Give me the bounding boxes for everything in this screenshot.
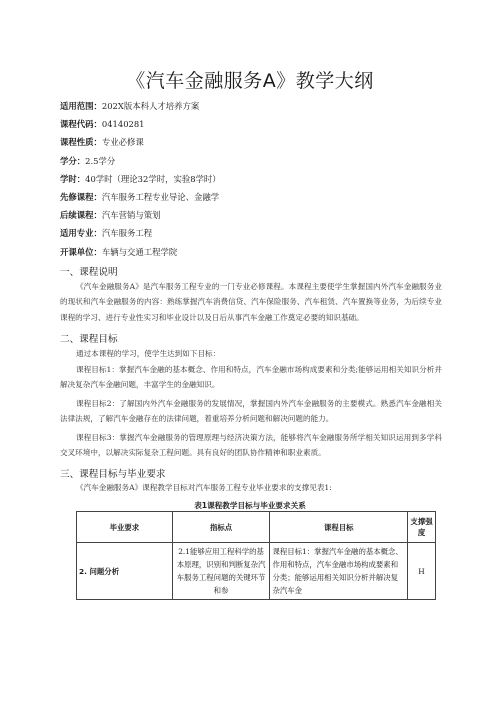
objective-2: 课程目标2：了解国内外汽车金融服务的发展情况，掌握国内外汽车金融服务的主要模式。熟悉汽车金融相关法律法规，了解汽车金融存在的法律问题，着重培养分析问题和解决问题的能力。 (60, 399, 442, 424)
table-header-row (77, 512, 436, 543)
table-caption: 表1课程教学目标与毕业要求关系 (194, 501, 306, 510)
section-description-text: 《汽车金融服务A》是汽车服务工程专业的一门专业必修课程。本课程主要使学生掌握国内外汽车金融服务业的现状和汽车金融服务的内容：熟练掌握汽车消费信贷、汽车保险服务、汽车租赁、汽车置换等业务，为后续专业课程的学习、进行专业性实习和毕业设计以及日后从事汽车金融工作奠定必要的知识基础。 (60, 282, 442, 322)
meta-major: 适用专业：汽车服务工程 (60, 228, 153, 239)
table-row (77, 543, 436, 600)
section-heading-requirements: 三、课程目标与毕业要求 (60, 469, 166, 480)
meta-hours: 学时：40学时（理论32学时，实验8学时） (60, 173, 221, 184)
col-header-goal: 课程目标 (270, 512, 408, 543)
objective-1: 课程目标1：掌握汽车金融的基本概念、作用和特点，汽车金融市场构成要素和分类;能够运用相关知识分析并解决复杂汽车金融问题，丰富学生的金融知识。 (60, 365, 442, 390)
meta-course-code: 课程代码：04140281 (60, 119, 145, 130)
col-header-strength: 支撑强度 (408, 512, 436, 543)
meta-prerequisites: 先修课程：汽车服务工程专业导论、金融学 (60, 191, 220, 202)
col-header-requirement: 毕业要求 (77, 512, 173, 543)
cell-requirement: 2. 问题分析 (77, 543, 173, 600)
meta-course-nature: 课程性质：专业必修课 (60, 137, 144, 148)
requirements-intro: 《汽车金融服务A》课程教学目标对汽车服务工程专业毕业要求的支撑见表1: (75, 483, 332, 492)
cell-goal: 课程目标1：掌握汽车金融的基本概念、作用和特点，汽车金融市场构成要素和分类；能够运用相关知识分析并解决复杂汽车金 (270, 543, 408, 600)
objectives-intro: 通过本课程的学习，使学生达到如下目标： (75, 349, 221, 358)
objectives-requirements-table (76, 511, 436, 600)
document-title: 《汽车金融服务A》教学大纲 (126, 70, 374, 92)
cell-indicator: 2.1能够应用工程科学的基本原理，识别和判断复杂汽车服务工程问题的关键环节和参 (172, 543, 270, 600)
objective-3: 课程目标3：掌握汽车金融服务的管理原理与经济决策方法，能够将汽车金融服务所学相关知识运用到多学科交叉环境中，以解决实际复杂工程问题。具有良好的团队协作精神和职业素质。 (60, 433, 442, 458)
cell-strength: H (408, 543, 436, 600)
course-meta (60, 97, 450, 261)
meta-scope: 适用范围：202X版本科人才培养方案 (60, 101, 200, 111)
meta-credits: 学分：2.5学分 (60, 155, 116, 166)
section-heading-objectives: 二、课程目标 (60, 334, 118, 345)
meta-department: 开课单位：车辆与交通工程学院 (60, 246, 178, 257)
col-header-indicator: 指标点 (172, 512, 270, 543)
section-heading-description: 一、课程说明 (60, 267, 118, 278)
meta-follow-up: 后续课程：汽车营销与策划 (60, 210, 161, 221)
